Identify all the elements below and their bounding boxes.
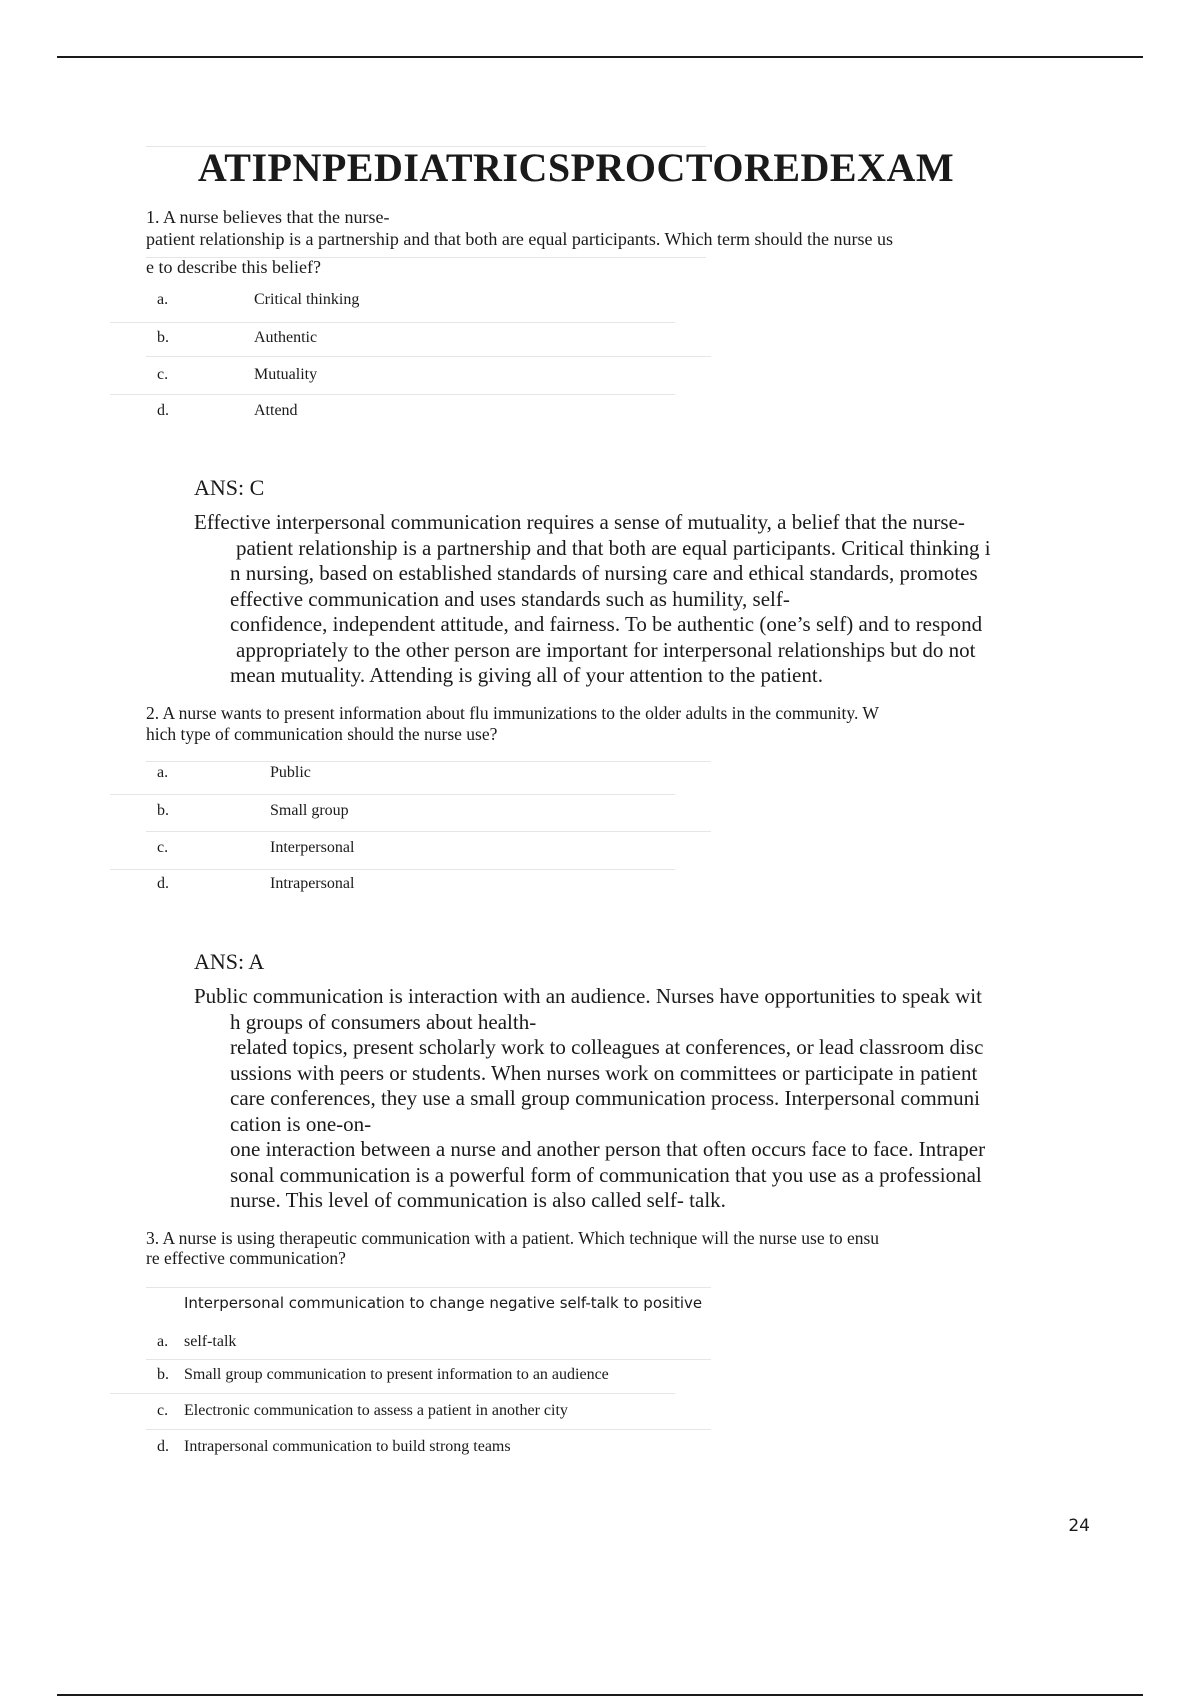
question-2-text	[146, 703, 1046, 745]
question-line: re effective communication?	[146, 1248, 346, 1268]
option-letter: a.	[157, 1333, 169, 1350]
rationale-2	[194, 984, 1094, 1214]
option-text: Electronic communication to assess a patient in another city	[184, 1402, 568, 1419]
option-letter: b.	[157, 1366, 169, 1383]
question-line: patient relationship is a partnership and that both are equal participants. Which term should the nurse us	[146, 229, 893, 249]
option-letter: c.	[157, 1402, 169, 1419]
option-text: Interpersonal	[270, 839, 355, 856]
question-line: 3. A nurse is using therapeutic communication with a patient. Which technique will the nurse use to ensu	[146, 1228, 880, 1248]
divider	[146, 356, 711, 357]
divider	[146, 761, 711, 762]
question-line: 1. A nurse believes that the nurse-	[146, 207, 390, 227]
option-letter: d.	[157, 875, 169, 892]
option-letter: a.	[157, 291, 169, 308]
rationale-line: Public communication is interaction with an audience. Nurses have opportunities to speak wit	[194, 984, 982, 1008]
option-letter: b.	[157, 802, 169, 819]
option-text: Small group communication to present information to an audience	[184, 1366, 609, 1383]
question-line: e to describe this belief?	[146, 257, 321, 277]
rationale-line: cation is one-on-	[230, 1111, 372, 1136]
option-text: Attend	[254, 402, 298, 419]
answer-label: ANS: C	[194, 475, 265, 500]
divider	[146, 1429, 711, 1430]
rationale-line: ussions with peers or students. When nurses work on committees or participate in patient	[230, 1060, 978, 1085]
option-letter: a.	[157, 764, 169, 781]
option-text: Intrapersonal communication to build strong teams	[184, 1438, 511, 1455]
divider	[146, 831, 711, 832]
divider	[110, 394, 675, 395]
question-line: hich type of communication should the nurse use?	[146, 724, 498, 744]
answer-label: ANS: A	[194, 949, 265, 974]
option-a-prefix: Interpersonal communication to change negative self-talk to positive	[184, 1294, 703, 1312]
rationale-line: related topics, present scholarly work to colleagues at conferences, or lead classroom disc	[230, 1035, 984, 1059]
option-text: Public	[270, 764, 311, 781]
option-text: Intrapersonal	[270, 875, 355, 892]
top-rule	[57, 56, 1143, 58]
divider	[110, 322, 675, 323]
option-text: Critical thinking	[254, 291, 360, 308]
rationale-line: Effective interpersonal communication requires a sense of mutuality, a belief that the nurse-	[194, 510, 965, 534]
rationale-line: one interaction between a nurse and another person that often occurs face to face. Intraper	[230, 1137, 986, 1161]
rationale-line: n nursing, based on established standards of nursing care and ethical standards, promotes	[230, 561, 978, 585]
rationale-line: sonal communication is a powerful form of communication that you use as a professional	[230, 1162, 982, 1187]
divider	[146, 1287, 711, 1288]
page-number: 24	[1068, 1516, 1090, 1536]
rationale-line: nurse. This level of communication is also called self- talk.	[230, 1188, 726, 1212]
rationale-line: appropriately to the other person are important for interpersonal relationships but do not	[236, 637, 976, 662]
rationale-line: confidence, independent attitude, and fairness. To be authentic (one’s self) and to respond	[230, 612, 983, 636]
option-letter: d.	[157, 1438, 169, 1455]
rationale-line: mean mutuality. Attending is giving all of your attention to the patient.	[230, 663, 823, 687]
rationale-line: effective communication and uses standards such as humility, self-	[230, 586, 790, 611]
option-text: Authentic	[254, 329, 318, 346]
question-line: 2. A nurse wants to present information about flu immunizations to the older adults in the community. W	[146, 703, 879, 723]
option-letter: d.	[157, 402, 169, 419]
rationale-line: patient relationship is a partnership and that both are equal participants. Critical thinking i	[236, 535, 991, 560]
option-text: Mutuality	[254, 366, 318, 383]
divider	[110, 869, 675, 870]
rationale-line: care conferences, they use a small group communication process. Interpersonal communi	[230, 1086, 980, 1110]
bottom-rule	[57, 1694, 1143, 1696]
option-letter: c.	[157, 839, 169, 856]
option-text: Small group	[270, 802, 349, 819]
option-text: self-talk	[184, 1333, 237, 1350]
divider	[146, 1359, 711, 1360]
rationale-line: h groups of consumers about health-	[230, 1009, 537, 1034]
divider	[110, 794, 675, 795]
option-letter: c.	[157, 366, 169, 383]
question-3-text	[146, 1228, 1046, 1268]
question-1-text	[146, 205, 1046, 279]
document-title: ATIPNPEDIATRICSPROCTOREDEXAM	[197, 145, 955, 190]
rationale-1	[194, 510, 1094, 689]
option-letter: b.	[157, 329, 169, 346]
divider	[110, 1393, 675, 1394]
